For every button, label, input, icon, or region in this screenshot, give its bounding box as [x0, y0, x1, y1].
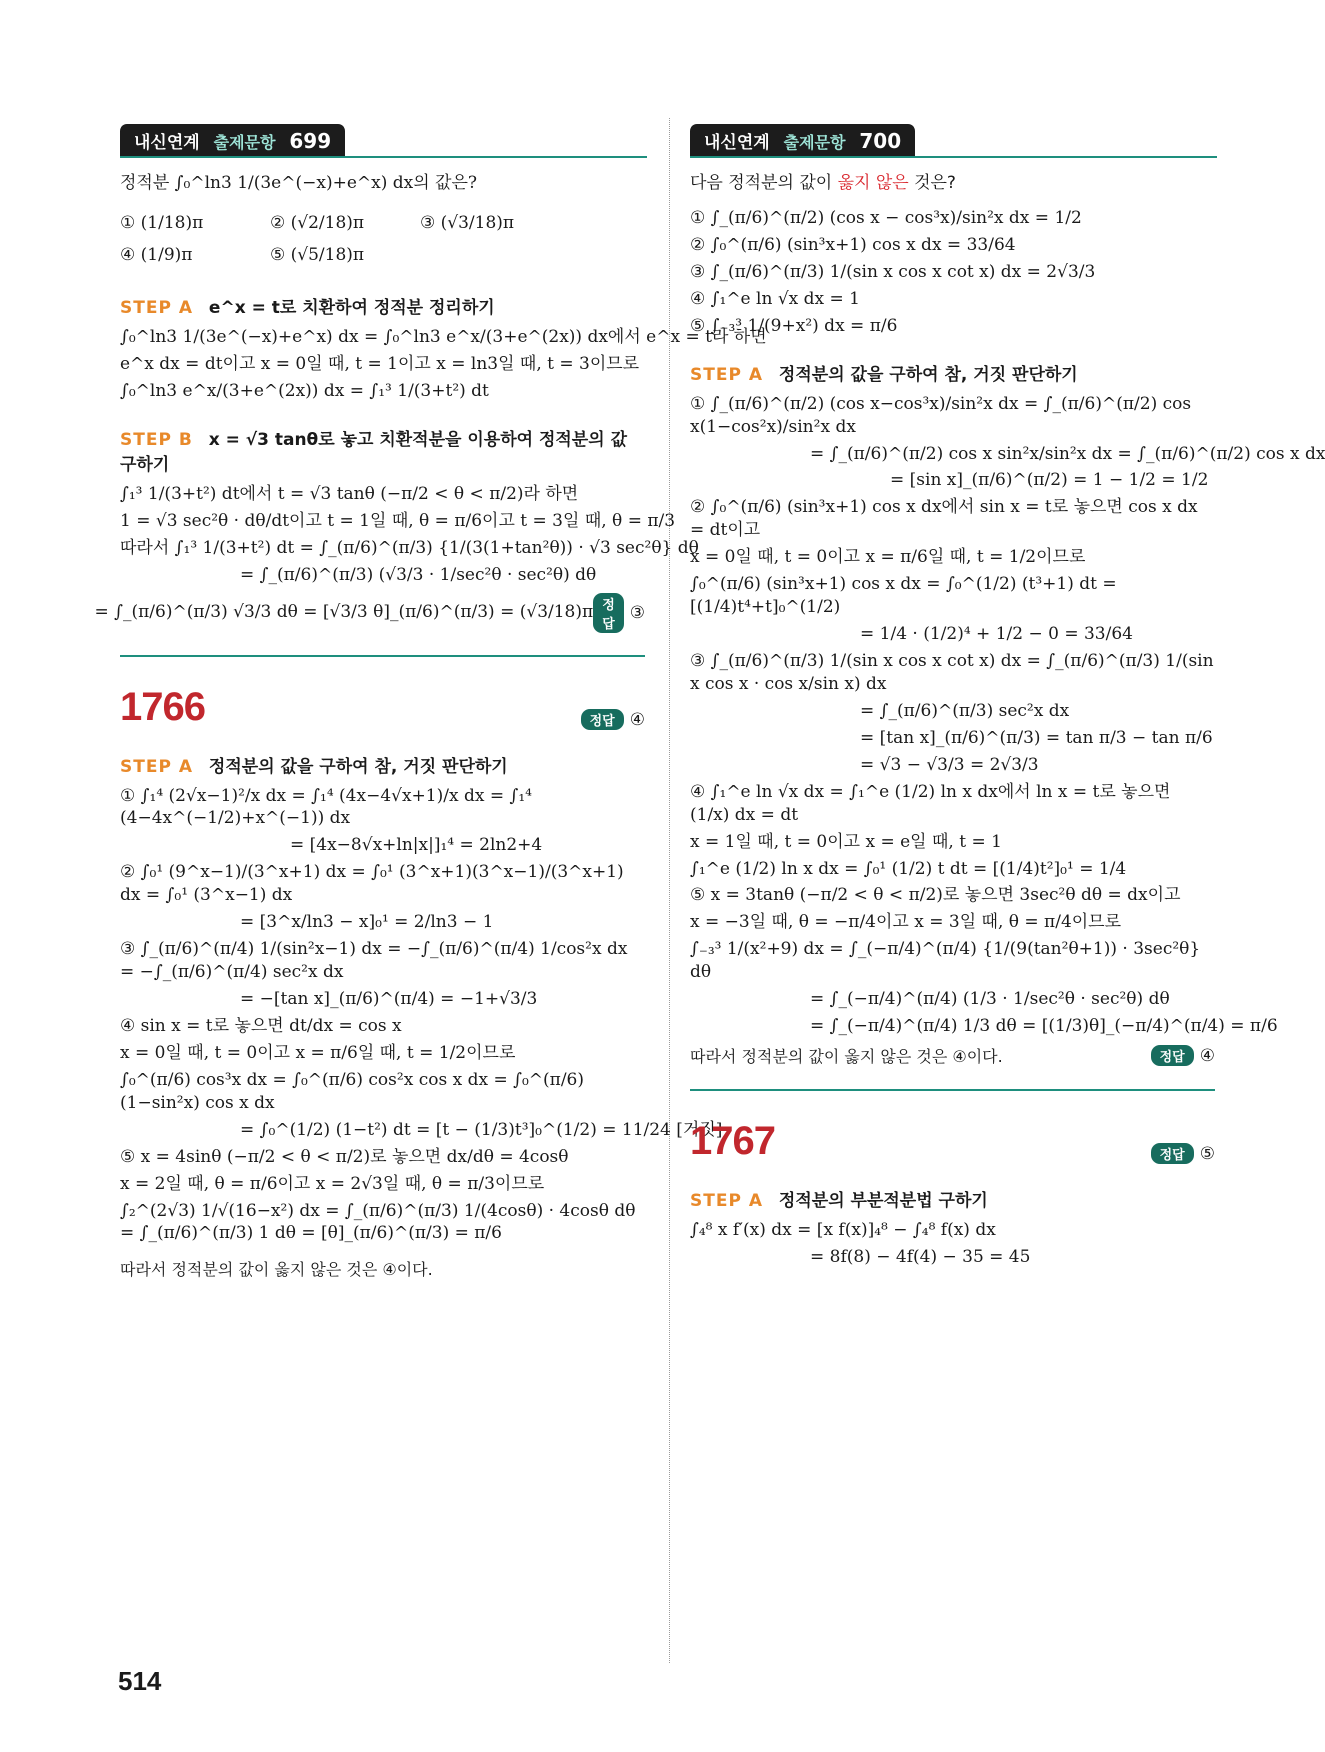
answer-value: ④ — [629, 709, 645, 730]
conclusion-1766: 따라서 정적분의 값이 옳지 않은 것은 ④이다. — [120, 1260, 433, 1280]
header-699 — [120, 120, 647, 158]
step-title: 정적분의 값을 구하여 참, 거짓 판단하기 — [208, 756, 508, 777]
solution-line: = [4x−8√x+ln|x|]₁⁴ = 2ln2+4 — [290, 835, 543, 856]
step-title: e^x = t로 치환하여 정적분 정리하기 — [208, 297, 495, 318]
solution-line: ③ ∫_(π/6)^(π/4) 1/(sin²x−1) dx = −∫_(π/6)^(π/4) 1/cos²x dx = −∫_(π/6)^(π/4) sec²x dx — [120, 939, 628, 983]
answer-value: ③ — [629, 602, 645, 623]
step-marker: STEP A — [690, 1191, 763, 1212]
solution-line: ∫₀^(π/6) (sin³x+1) cos x dx = ∫₀^(1/2) (t³+1) dt = [(1/4)t⁴+t]₀^(1/2) — [690, 574, 1117, 618]
choice-1: ① ∫_(π/6)^(π/2) (cos x − cos³x)/sin²x dx = 1/2 — [690, 207, 1082, 228]
question-699: 정적분 ∫₀^ln3 1/(3e^(−x)+e^x) dx의 값은? — [120, 173, 478, 193]
solution-line: = ∫₀^(1/2) (1−t²) dt = [t − (1/3)t³]₀^(1/2) = 11/24 [거짓] — [240, 1119, 723, 1140]
choices-699 — [120, 207, 645, 271]
header-tag: 출제문항 — [783, 133, 846, 152]
page-number: 514 — [118, 1666, 162, 1696]
choice-1: ① (1/18)π — [120, 212, 204, 233]
solution-line: ④ sin x = t로 놓으면 dt/dx = cos x — [120, 1015, 402, 1036]
problem-1767-header — [690, 1119, 1215, 1164]
header-box-700 — [690, 124, 915, 156]
header-700 — [690, 120, 1217, 158]
step-b-699 — [120, 425, 645, 475]
solution-line: ∫₀^ln3 1/(3e^(−x)+e^x) dx = ∫₀^ln3 e^x/(3+e^(2x)) dx에서 e^x = t라 하면 — [120, 326, 767, 347]
solution-line: ∫₋₃³ 1/(x²+9) dx = ∫_(−π/4)^(π/4) {1/(9(tan²θ+1)) · 3sec²θ} dθ — [690, 939, 1201, 983]
problem-number: 1766 — [120, 684, 205, 729]
question-700 — [690, 172, 1215, 195]
section-rule — [120, 655, 645, 657]
step-marker: STEP B — [120, 429, 193, 450]
choice-4: ④ ∫₁^e ln √x dx = 1 — [690, 288, 860, 309]
solution-line: ① ∫_(π/6)^(π/2) (cos x−cos³x)/sin²x dx = ∫_(π/6)^(π/2) cos x(1−cos²x)/sin²x dx — [690, 393, 1192, 437]
solution-line: ∫₀^ln3 e^x/(3+e^(2x)) dx = ∫₁³ 1/(3+t²) dt — [120, 380, 489, 401]
step-a-699 — [120, 293, 645, 318]
choice-5: ⑤ (√5/18)π — [270, 244, 365, 265]
solution-line: x = 0일 때, t = 0이고 x = π/6일 때, t = 1/2이므로 — [690, 547, 1086, 568]
answer-badge: 정답 — [1151, 1045, 1194, 1066]
answer-badge: 정답 — [581, 709, 624, 730]
solution-line: = √3 − √3/3 = 2√3/3 — [860, 754, 1039, 775]
solution-line: ∫₄⁸ x f′(x) dx = [x f(x)]₄⁸ − ∫₄⁸ f(x) dx — [690, 1220, 996, 1241]
choice-3: ③ (√3/18)π — [420, 212, 515, 233]
question-emphasis: 옳지 않은 — [837, 173, 909, 193]
problem-number: 1767 — [690, 1119, 775, 1164]
solution-line: = ∫_(π/6)^(π/3) (√3/3 · 1/sec²θ · sec²θ) dθ — [240, 564, 597, 585]
step-marker: STEP A — [120, 297, 193, 318]
solution-line: = ∫_(π/6)^(π/3) sec²x dx — [860, 700, 1070, 721]
choice-4: ④ (1/9)π — [120, 244, 193, 265]
step-title: x = √3 tanθ로 놓고 치환적분을 이용하여 정적분의 값 구하기 — [120, 429, 627, 475]
solution-line: = −[tan x]_(π/6)^(π/4) = −1+√3/3 — [240, 989, 538, 1009]
solution-line: = [tan x]_(π/6)^(π/3) = tan π/3 − tan π/6 — [860, 727, 1213, 748]
solution-line: 따라서 ∫₁³ 1/(3+t²) dt = ∫_(π/6)^(π/3) {1/(3(1+tan²θ)) · √3 sec²θ} dθ — [120, 537, 699, 558]
section-rule — [690, 1089, 1215, 1091]
solution-line: x = 2일 때, θ = π/6이고 x = 2√3일 때, θ = π/3이므로 — [120, 1173, 545, 1194]
solution-line: ∫₀^(π/6) cos³x dx = ∫₀^(π/6) cos²x cos x dx = ∫₀^(π/6) (1−sin²x) cos x dx — [120, 1069, 584, 1113]
solution-line: = 8f(8) − 4f(4) − 35 = 45 — [810, 1247, 1031, 1267]
answer-row-700 — [690, 1044, 1215, 1067]
solution-line: ⑤ x = 3tanθ (−π/2 < θ < π/2)로 놓으면 3sec²θ dθ = dx이고 — [690, 885, 1181, 906]
solution-line: x = 0일 때, t = 0이고 x = π/6일 때, t = 1/2이므로 — [120, 1042, 516, 1063]
solution-line: x = 1일 때, t = 0이고 x = e일 때, t = 1 — [690, 831, 1002, 852]
solution-line: ∫₁^e (1/2) ln x dx = ∫₀¹ (1/2) t dt = [(1/4)t²]₀¹ = 1/4 — [690, 858, 1127, 879]
question-text: 다음 정적분의 값이 — [690, 173, 838, 193]
step-title: 정적분의 값을 구하여 참, 거짓 판단하기 — [778, 364, 1078, 385]
solution-line: = [3^x/ln3 − x]₀¹ = 2/ln3 − 1 — [240, 912, 494, 933]
step-marker: STEP A — [690, 364, 763, 385]
step-a-700 — [690, 360, 1215, 385]
solution-line: ⑤ x = 4sinθ (−π/2 < θ < π/2)로 놓으면 dx/dθ = 4cosθ — [120, 1146, 569, 1167]
solution-line: ④ ∫₁^e ln √x dx = ∫₁^e (1/2) ln x dx에서 ln x = t로 놓으면 (1/x) dx = dt — [690, 781, 1171, 825]
solution-line: ∫₂^(2√3) 1/√(16−x²) dx = ∫_(π/6)^(π/3) 1/(4cosθ) · 4cosθ dθ = ∫_(π/6)^(π/3) 1 dθ = [θ]_(π/6)^(π/3) = π/6 — [120, 1200, 636, 1244]
solution-line: e^x dx = dt이고 x = 0일 때, t = 1이고 x = ln3일 때, t = 3이므로 — [120, 353, 640, 374]
solution-line: = 1/4 · (1/2)⁴ + 1/2 − 0 = 33/64 — [860, 624, 1133, 645]
question-text-end: 것은? — [908, 173, 956, 193]
header-tag: 출제문항 — [213, 133, 276, 152]
solution-line: 1 = √3 sec²θ · dθ/dt이고 t = 1일 때, θ = π/6이고 t = 3일 때, θ = π/3 — [120, 510, 676, 531]
header-label: 내신연계 — [704, 133, 770, 153]
solution-line: = ∫_(−π/4)^(π/4) 1/3 dθ = [(1/3)θ]_(−π/4)^(π/4) = π/6 — [810, 1016, 1278, 1037]
header-number: 700 — [859, 129, 902, 153]
answer-value: ④ — [1199, 1045, 1215, 1066]
problem-1766-header — [120, 685, 645, 730]
conclusion-700: 따라서 정적분의 값이 옳지 않은 것은 ④이다. — [690, 1047, 1003, 1067]
solution-line: ② ∫₀¹ (9^x−1)/(3^x+1) dx = ∫₀¹ (3^x+1)(3^x−1)/(3^x+1) dx = ∫₀¹ (3^x−1) dx — [120, 862, 624, 906]
solution-line: ① ∫₁⁴ (2√x−1)²/x dx = ∫₁⁴ (4x−4√x+1)/x dx = ∫₁⁴ (4−4x^(−1/2)+x^(−1)) dx — [120, 785, 532, 829]
solution-line: x = −3일 때, θ = −π/4이고 x = 3일 때, θ = π/4이므로 — [690, 912, 1122, 933]
solution-line: = ∫_(π/6)^(π/2) cos x sin²x/sin²x dx = ∫_(π/6)^(π/2) cos x dx — [810, 443, 1325, 464]
solution-line: = ∫_(−π/4)^(π/4) (1/3 · 1/sec²θ · sec²θ) dθ — [810, 989, 1170, 1010]
step-a-1766 — [120, 752, 645, 777]
answer-value: ⑤ — [1199, 1144, 1215, 1165]
choice-3: ③ ∫_(π/6)^(π/3) 1/(sin x cos x cot x) dx = 2√3/3 — [690, 261, 1096, 282]
answer-badge: 정답 — [593, 593, 624, 633]
choice-5: ⑤ ∫₋₃³ 1/(9+x²) dx = π/6 — [690, 315, 898, 336]
header-label: 내신연계 — [134, 133, 200, 153]
column-divider — [669, 118, 670, 1663]
step-title: 정적분의 부분적분법 구하기 — [778, 1191, 988, 1212]
solution-line: ∫₁³ 1/(3+t²) dt에서 t = √3 tanθ (−π/2 < θ < π/2)라 하면 — [120, 483, 579, 504]
solution-line: ② ∫₀^(π/6) (sin³x+1) cos x dx에서 sin x = t로 놓으면 cos x dx = dt이고 — [690, 497, 1198, 541]
solution-line: ③ ∫_(π/6)^(π/3) 1/(sin x cos x cot x) dx = ∫_(π/6)^(π/3) 1/(sin x cos x · cos x/sin x) dx — [690, 651, 1214, 694]
answer-row-699 — [94, 593, 645, 633]
header-number: 699 — [289, 129, 332, 153]
step-marker: STEP A — [120, 756, 193, 777]
solution-line: = ∫_(π/6)^(π/3) √3/3 dθ = [√3/3 θ]_(π/6)^(π/3) = (√3/18)π — [94, 602, 594, 623]
solution-line: = [sin x]_(π/6)^(π/2) = 1 − 1/2 = 1/2 — [890, 470, 1209, 491]
choice-2: ② ∫₀^(π/6) (sin³x+1) cos x dx = 33/64 — [690, 234, 1016, 255]
choice-2: ② (√2/18)π — [270, 212, 365, 233]
step-a-1767 — [690, 1186, 1215, 1211]
header-box-699 — [120, 124, 345, 156]
answer-badge: 정답 — [1151, 1143, 1194, 1164]
right-column — [690, 120, 1325, 1273]
